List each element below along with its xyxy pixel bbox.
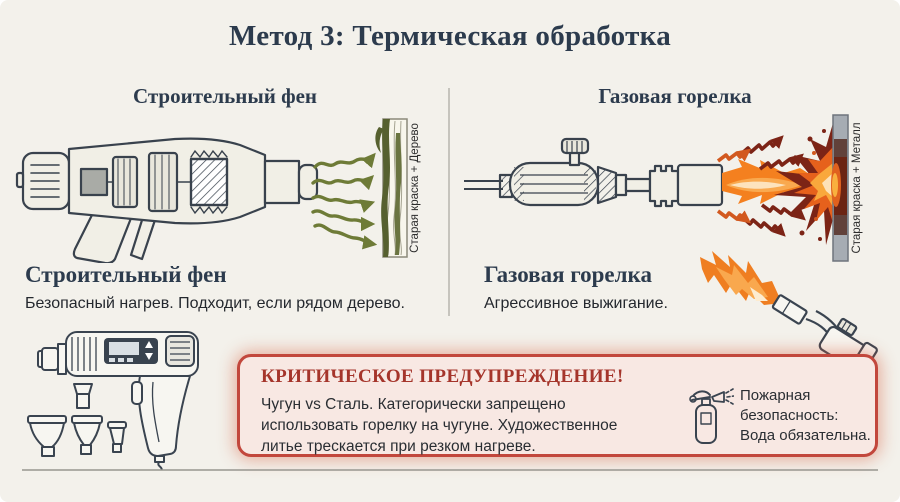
warning-body-text: Чугун vs Сталь. Категорически запрещено использовать горелку на чугуне. Художественное литье трескается при резком нагреве. [261, 396, 618, 456]
fire-safety-label: Пожарная безопасность: [740, 387, 839, 424]
small-torch-flame-icon [700, 251, 782, 305]
heat-gun-lcd-display [104, 338, 158, 364]
gas-torch-heading: Газовая горелка [484, 262, 652, 287]
metal-panel-label: Старая краска + Металл [851, 122, 863, 254]
fire-safety-note [740, 386, 900, 445]
hot-air-arrows-icon [313, 156, 373, 244]
fire-extinguisher-icon [686, 387, 734, 445]
painted-metal-panel-icon [831, 115, 863, 261]
handheld-torch-flame-illustration [694, 247, 880, 367]
critical-warning-box [237, 354, 878, 457]
heat-gun-nozzle-set [28, 384, 126, 456]
painted-wood-panel-icon [375, 119, 421, 257]
warning-title: КРИТИЧЕСКОЕ ПРЕДУПРЕЖДЕНИЕ! [261, 366, 624, 387]
bottom-divider-line [22, 469, 878, 471]
heat-gun-description: Безопасный нагрев. Подходит, если рядом дерево. [25, 295, 405, 312]
fire-safety-requirement: Вода обязательна. [740, 426, 871, 444]
heat-gun-with-nozzles-illustration [12, 320, 227, 470]
column-header-gas-torch: Газовая горелка [598, 84, 752, 108]
gas-torch-cutaway-illustration [458, 113, 890, 263]
gas-torch-description: Агрессивное выжигание. [484, 295, 668, 312]
heat-gun-heading: Строительный фен [25, 262, 227, 287]
heat-gun-text-block [25, 262, 455, 313]
heat-gun-cutaway-illustration [15, 113, 435, 263]
wood-panel-label: Старая краска + Дерево [409, 123, 421, 253]
column-header-heat-gun: Строительный фен [132, 84, 318, 108]
page-title: Метод 3: Термическая обработка [228, 20, 672, 52]
heat-gun-body [17, 139, 317, 263]
